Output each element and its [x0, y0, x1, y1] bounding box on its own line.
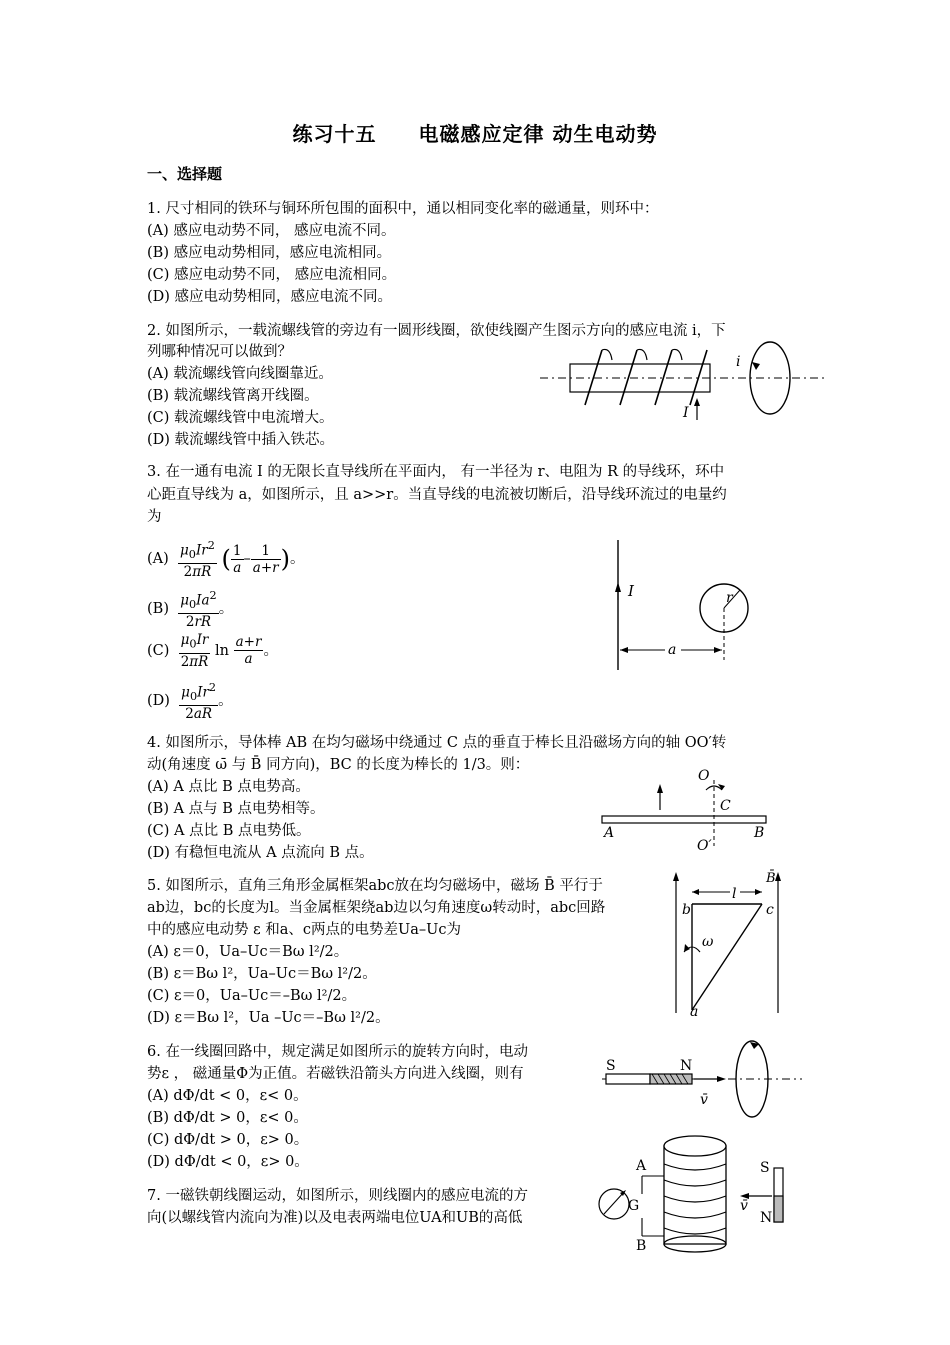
q7-label-N: N: [760, 1210, 773, 1226]
q5-label-omega: ω: [702, 934, 714, 950]
q3-label-I: I: [628, 582, 634, 600]
q3-stem-line3: 为: [147, 509, 162, 525]
q1-option-d[interactable]: (D) 感应电动势相同，感应电流不同。: [147, 289, 393, 305]
q3-option-d[interactable]: (D) $\frac{\mu_0Ir^2}{2aR}$ 。: [147, 681, 233, 723]
q6-label-v: v̄: [700, 1092, 708, 1108]
q1-option-b[interactable]: (B) 感应电动势相同，感应电流相同。: [147, 245, 392, 261]
q2-stem-line1: 2. 如图所示，一载流螺线管的旁边有一圆形线圈，欲使线圈产生图示方向的感应电流 i，下: [147, 323, 726, 339]
q5-option-b[interactable]: (B) ε＝Bω l²，Ua–Uc＝Bω l²/2。: [147, 966, 377, 982]
q3-option-b[interactable]: (B) $\frac{\mu_0Ia^2}{2rR}$ 。: [147, 589, 234, 631]
q3-label-a: a: [668, 642, 677, 658]
q7-label-G: G: [628, 1198, 640, 1214]
q4-label-O-prime: O′: [697, 838, 712, 854]
q6-option-c[interactable]: (C) dΦ/dt > 0，ε> 0。: [147, 1132, 309, 1148]
q2-option-b[interactable]: (B) 载流螺线管离开线圈。: [147, 388, 319, 404]
q4-label-B: B: [754, 825, 765, 841]
q7-label-B: B: [636, 1238, 647, 1254]
q7-galvanometer-coil-figure: [596, 1132, 792, 1252]
q5-label-c: c: [766, 902, 774, 918]
q5-option-a[interactable]: (A) ε＝0，Ua–Uc＝Bω l²/2。: [147, 944, 349, 960]
q6-option-a[interactable]: (A) dΦ/dt < 0，ε< 0。: [147, 1088, 308, 1104]
q3-wire-loop-figure: [610, 540, 770, 675]
q4-rotating-rod-figure: [600, 768, 770, 856]
q2-solenoid-figure: [540, 350, 825, 430]
q5-stem-line2: ab边，bc的长度为l。当金属框架绕ab边以匀角速度ω转动时，abc回路: [147, 900, 606, 916]
q2-option-a[interactable]: (A) 载流螺线管向线圈靠近。: [147, 366, 333, 382]
q7-stem-line2: 向(以螺线管内流向为准)以及电表两端电位UA和UB的高低: [147, 1210, 523, 1226]
q7-label-S: S: [760, 1160, 770, 1176]
q6-label-S: S: [606, 1058, 616, 1074]
q4-label-O: O: [698, 768, 710, 784]
q2-label-current-I: I: [683, 405, 689, 421]
q3-label-r: r: [726, 590, 733, 606]
q1-stem: 1. 尺寸相同的铁环与铜环所包围的面积中，通以相同变化率的磁通量，则环中：: [147, 201, 659, 217]
q5-label-b: b: [682, 902, 691, 918]
q3-option-c[interactable]: (C) $\frac{\mu_0Ir}{2\pi R}$ ln $\frac{a+r}{a}$ 。: [147, 632, 278, 670]
q2-option-d[interactable]: (D) 载流螺线管中插入铁芯。: [147, 432, 335, 448]
q4-option-a[interactable]: (A) A 点比 B 点电势高。: [147, 779, 310, 795]
q2-stem-line2: 列哪种情况可以做到？: [147, 344, 292, 360]
q5-triangle-frame-figure: [668, 868, 786, 1018]
q4-option-c[interactable]: (C) A 点比 B 点电势低。: [147, 823, 311, 839]
q4-label-C: C: [720, 798, 731, 814]
q3-option-a[interactable]: (A) $\frac{\mu_0Ir^2}{2\pi R}$ ( $\frac{1}{a}$ – $\frac{1}{a+r}$ )。: [147, 539, 305, 581]
q4-stem-line2: 动(角速度 ω̄ 与 B̄ 同方向)，BC 的长度为棒长的 1/3。则：: [147, 757, 530, 773]
q5-label-B: B̄: [766, 871, 776, 886]
q5-option-d[interactable]: (D) ε＝Bω l²，Ua –Uc＝–Bω l²/2。: [147, 1010, 390, 1026]
q4-label-A: A: [604, 825, 615, 841]
q2-option-c[interactable]: (C) 载流螺线管中电流增大。: [147, 410, 334, 426]
section-heading: 一、选择题: [147, 165, 223, 183]
page-title: 练习十五 电磁感应定律 动生电动势: [292, 122, 658, 146]
q5-option-c[interactable]: (C) ε＝0，Ua–Uc＝–Bω l²/2。: [147, 988, 357, 1004]
q5-label-l: l: [732, 886, 737, 902]
q1-option-c[interactable]: (C) 感应电动势不同， 感应电流相同。: [147, 267, 397, 283]
q7-stem-line1: 7. 一磁铁朝线圈运动，如图所示，则线圈内的感应电流的方: [147, 1188, 528, 1204]
q4-option-b[interactable]: (B) A 点与 B 点电势相等。: [147, 801, 325, 817]
q3-stem-line1: 3. 在一通有电流 I 的无限长直导线所在平面内， 有一半径为 r、电阻为 R 的导线环，环中: [147, 464, 725, 480]
q6-magnet-coil-figure: [602, 1040, 802, 1122]
q6-option-b[interactable]: (B) dΦ/dt > 0，ε< 0。: [147, 1110, 308, 1126]
q7-label-v: v̄: [740, 1198, 748, 1214]
q3-stem-line2: 心距直导线为 a，如图所示，且 a>>r。当直导线的电流被切断后，沿导线环流过的电量约: [147, 487, 727, 503]
q6-stem-line2: 势ε ， 磁通量Φ为正值。若磁铁沿箭头方向进入线圈，则有: [147, 1066, 524, 1082]
q4-stem-line1: 4. 如图所示，导体棒 AB 在均匀磁场中绕通过 C 点的垂直于棒长且沿磁场方向的轴 OO′转: [147, 735, 727, 751]
q6-label-N: N: [680, 1058, 693, 1074]
q2-label-induced-i: i: [736, 354, 741, 370]
q4-option-d[interactable]: (D) 有稳恒电流从 A 点流向 B 点。: [147, 845, 374, 861]
q7-label-A: A: [636, 1158, 647, 1174]
q6-option-d[interactable]: (D) dΦ/dt < 0，ε> 0。: [147, 1154, 309, 1170]
q6-stem-line1: 6. 在一线圈回路中，规定满足如图所示的旋转方向时，电动: [147, 1044, 528, 1060]
q5-stem-line3: 中的感应电动势 ε 和a、c两点的电势差Ua–Uc为: [147, 922, 461, 938]
q5-label-a: a: [690, 1004, 699, 1020]
q1-option-a[interactable]: (A) 感应电动势不同， 感应电流不同。: [147, 223, 396, 239]
q5-stem-line1: 5. 如图所示，直角三角形金属框架abc放在均匀磁场中，磁场 B̄ 平行于: [147, 878, 603, 894]
